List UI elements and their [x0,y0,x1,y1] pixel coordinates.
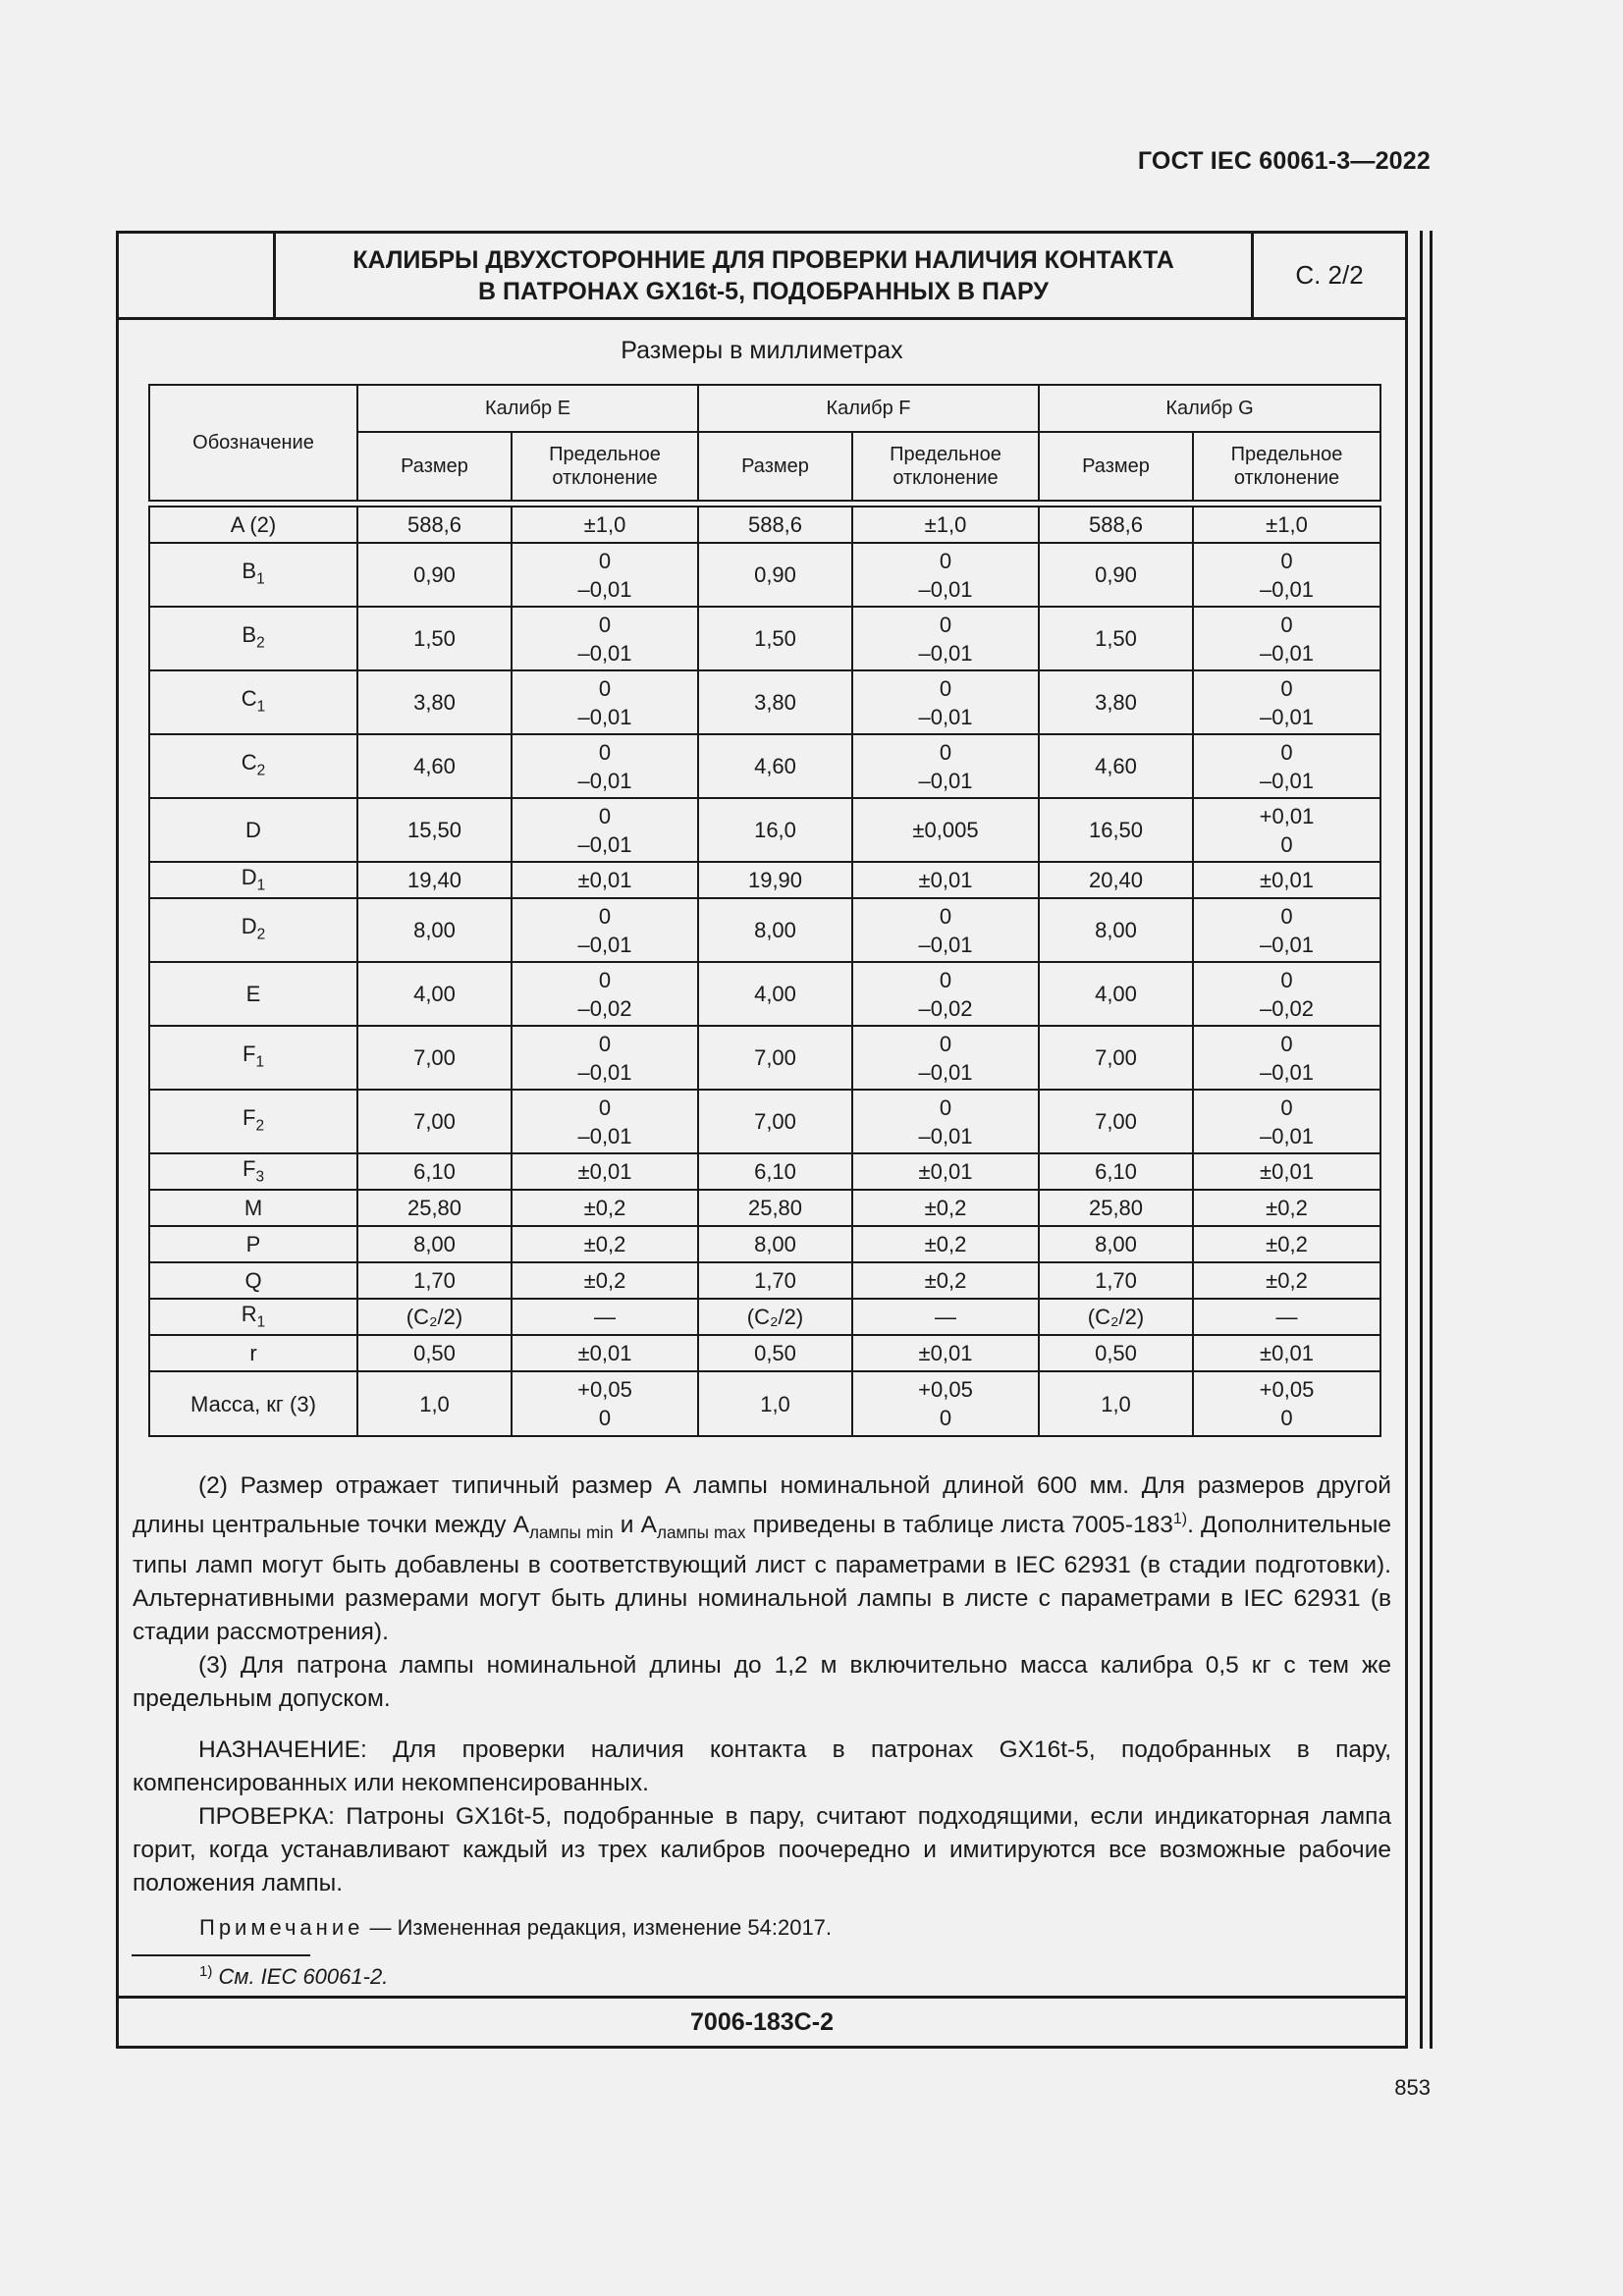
table-row [149,1026,1380,1090]
note-2-subscript: лампы min [528,1522,614,1542]
deviation-cell: +0,05 0 [852,1371,1039,1436]
size-cell: 6,10 [698,1153,852,1190]
deviation-cell: 0 –0,01 [1193,670,1380,734]
deviation-cell: ±1,0 [512,507,698,543]
document-id: ГОСТ IEC 60061-3—2022 [1137,147,1431,175]
note-2-text: и A [613,1511,657,1538]
deviation-cell: 0 –0,02 [1193,962,1380,1026]
table-body [149,501,1380,1436]
designation-symbol: E [245,982,261,1006]
table-row [149,1153,1380,1190]
size-cell: 8,00 [1039,898,1193,962]
table-row [149,962,1380,1026]
designation-symbol: B [242,558,257,583]
deviation-cell: 0 –0,01 [512,798,698,862]
deviation-cell: +0,01 0 [1193,798,1380,862]
deviation-cell: 0 –0,01 [852,543,1039,607]
deviation-cell: +0,05 0 [512,1371,698,1436]
deviation-cell: ±0,01 [852,1335,1039,1371]
designation-symbol: D [245,818,261,842]
size-cell: 1,70 [1039,1262,1193,1299]
sheet-title [276,234,1254,317]
check-text: ПРОВЕРКА: Патроны GX16t-5, подобранные в пару, считают подходящими, если индикаторная лампа горит, когда устанавливают каждый из трех калибров поочередно и имитируются все возможные рабочие положения лампы. [133,1803,1391,1896]
deviation-cell: ±0,2 [512,1190,698,1226]
designation-symbol: D [241,865,257,890]
deviation-cell: ±0,2 [1193,1226,1380,1262]
note-2-text: . Дополнительные типы ламп могут быть добавлены в соответствующий лист с параметрами в IEC 62931 (в стадии подготовки). Альтернативными размерами могут быть длины номинальной лампы в листе с параметрами в IEC 62931 (в стадии рассмотрения). [133,1511,1391,1645]
designation-cell [149,734,357,798]
designation-subscript: 3 [255,1168,264,1186]
deviation-cell: ±0,01 [852,862,1039,898]
size-cell: 8,00 [357,1226,512,1262]
title-line-2: В ПАТРОНАХ GX16t-5, ПОДОБРАННЫХ В ПАРУ [478,277,1049,305]
deviation-cell: ±0,2 [852,1190,1039,1226]
designation-cell [149,670,357,734]
purpose-block [133,1734,1391,1900]
size-cell: 3,80 [698,670,852,734]
size-cell: 1,70 [698,1262,852,1299]
size-cell: 0,50 [698,1335,852,1371]
designation-cell [149,1262,357,1299]
table-row [149,798,1380,862]
deviation-header: Предельное отклонение [852,432,1039,501]
deviation-cell: 0 –0,01 [1193,1026,1380,1090]
footnote-text: См. IEC 60061-2. [218,1964,389,1989]
title-line-1: КАЛИБРЫ ДВУХСТОРОННИЕ ДЛЯ ПРОВЕРКИ НАЛИЧИЯ КОНТАКТА [352,245,1174,274]
sheet-code: 7006-183C-2 [119,1996,1405,2046]
designation-symbol: F [242,1041,256,1066]
table-notes [133,1469,1391,1716]
deviation-cell: ±0,01 [1193,862,1380,898]
size-cell: 588,6 [698,507,852,543]
size-cell: (C₂/2) [1039,1299,1193,1335]
designation-subscript: 2 [256,634,265,652]
size-cell: 4,60 [357,734,512,798]
margin-line [1420,231,1423,2049]
size-cell: (C₂/2) [698,1299,852,1335]
designation-cell [149,1299,357,1335]
designation-symbol: C [241,749,257,774]
deviation-cell: 0 –0,01 [852,670,1039,734]
gauge-header: Калибр E [357,385,698,432]
page-number: 853 [1394,2075,1431,2100]
size-cell: 4,00 [1039,962,1193,1026]
designation-cell [149,543,357,607]
size-cell: 0,50 [1039,1335,1193,1371]
size-cell: 6,10 [357,1153,512,1190]
deviation-header: Предельное отклонение [512,432,698,501]
sheet-header [119,234,1405,320]
deviation-cell: 0 –0,01 [852,1026,1039,1090]
designation-symbol: C [241,685,257,711]
designation-symbol: M [243,1195,263,1220]
designation-cell [149,507,357,543]
deviation-cell: 0 –0,01 [1193,734,1380,798]
size-cell: 7,00 [1039,1090,1193,1153]
table-row [149,1226,1380,1262]
size-cell: 4,60 [1039,734,1193,798]
deviation-cell: 0 –0,01 [852,898,1039,962]
size-cell: 1,50 [698,607,852,670]
size-cell: 8,00 [698,898,852,962]
table-row [149,1335,1380,1371]
dimensions-table [148,384,1381,1437]
designation-subscript: 1 [256,1313,266,1331]
size-cell: 20,40 [1039,862,1193,898]
designation-symbol: r [249,1340,257,1365]
table-row [149,1190,1380,1226]
deviation-cell: ±0,005 [852,798,1039,862]
deviation-cell: ±0,2 [852,1226,1039,1262]
size-cell: 0,90 [698,543,852,607]
note-2-text: приведены в таблице листа 7005-183 [745,1511,1173,1538]
size-cell: 15,50 [357,798,512,862]
table-row [149,1299,1380,1335]
table-row [149,734,1380,798]
footnote-ref: 1) [1172,1511,1188,1527]
amendment-note [199,1915,832,1941]
designation-subscript: 1 [256,877,266,894]
designation-symbol: Q [244,1267,262,1293]
designation-cell [149,962,357,1026]
size-header: Размер [1039,432,1193,501]
designation-cell [149,1371,357,1436]
deviation-cell: ±0,01 [512,862,698,898]
designation-cell [149,607,357,670]
units-caption: Размеры в миллиметрах [621,337,903,364]
note-2-subscript: лампы max [656,1522,746,1542]
deviation-cell: 0 –0,01 [852,607,1039,670]
size-cell: 7,00 [357,1026,512,1090]
deviation-cell: ±0,01 [1193,1153,1380,1190]
designation-header: Обозначение [149,385,357,501]
header-empty-cell [119,234,276,317]
deviation-cell: — [852,1299,1039,1335]
table-row [149,670,1380,734]
deviation-cell: ±0,2 [852,1262,1039,1299]
note-3: (3) Для патрона лампы номинальной длины до 1,2 м включительно масса калибра 0,5 кг с тем же предельным допуском. [133,1651,1391,1712]
gauge-header: Калибр G [1039,385,1380,432]
size-cell: 7,00 [1039,1026,1193,1090]
deviation-cell: ±1,0 [1193,507,1380,543]
deviation-cell: 0 –0,01 [512,898,698,962]
size-cell: 19,40 [357,862,512,898]
designation-symbol: D [241,913,257,938]
designation-symbol: F [242,1104,256,1130]
deviation-cell: ±0,01 [512,1153,698,1190]
size-cell: 3,80 [1039,670,1193,734]
size-cell: 1,0 [357,1371,512,1436]
deviation-cell: ±0,2 [512,1226,698,1262]
footnote-rule [132,1954,310,1956]
deviation-cell: ±0,01 [1193,1335,1380,1371]
deviation-header: Предельное отклонение [1193,432,1380,501]
size-cell: 0,90 [1039,543,1193,607]
table-row [149,1371,1380,1436]
size-cell: 588,6 [1039,507,1193,543]
size-cell: 7,00 [357,1090,512,1153]
size-cell: 8,00 [1039,1226,1193,1262]
size-cell: 1,50 [1039,607,1193,670]
designation-subscript: 1 [255,1053,264,1071]
table-row [149,862,1380,898]
deviation-cell: 0 –0,01 [1193,543,1380,607]
designation-symbol: P [245,1231,261,1256]
designation-cell [149,1153,357,1190]
size-cell: 3,80 [357,670,512,734]
designation-symbol: R [241,1302,257,1327]
designation-cell [149,1226,357,1262]
size-cell: 25,80 [1039,1190,1193,1226]
deviation-cell: 0 –0,01 [512,607,698,670]
deviation-cell: 0 –0,01 [852,734,1039,798]
sheet-number: С. 2/2 [1295,260,1364,290]
size-cell: 6,10 [1039,1153,1193,1190]
size-cell: 1,50 [357,607,512,670]
deviation-cell: — [512,1299,698,1335]
designation-symbol: A (2) [230,511,277,537]
size-header: Размер [357,432,512,501]
table-row [149,1090,1380,1153]
size-cell: 1,0 [1039,1371,1193,1436]
note-2-text: (2) Размер отражает типичный размер А лампы номинальной длиной 600 мм. Для размеров другой длины центральные точки между A [133,1472,1391,1538]
designation-subscript: 2 [256,762,266,779]
size-cell: 25,80 [357,1190,512,1226]
designation-symbol: Масса, кг (3) [190,1391,316,1416]
gauge-header: Калибр F [698,385,1039,432]
designation-cell [149,1190,357,1226]
deviation-cell: 0 –0,01 [1193,898,1380,962]
deviation-cell: ±0,01 [852,1153,1039,1190]
deviation-cell: 0 –0,02 [852,962,1039,1026]
note-2 [133,1469,1391,1649]
deviation-cell: ±0,2 [512,1262,698,1299]
deviation-cell: ±1,0 [852,507,1039,543]
deviation-cell: 0 –0,02 [512,962,698,1026]
deviation-cell: +0,05 0 [1193,1371,1380,1436]
designation-cell [149,1090,357,1153]
table-row [149,507,1380,543]
size-cell: 8,00 [357,898,512,962]
designation-subscript: 1 [256,570,265,588]
size-cell: (C₂/2) [357,1299,512,1335]
deviation-cell: 0 –0,01 [1193,607,1380,670]
size-cell: 7,00 [698,1090,852,1153]
deviation-cell: — [1193,1299,1380,1335]
designation-symbol: F [242,1156,256,1182]
size-cell: 588,6 [357,507,512,543]
footnote-marker: 1) [199,1963,213,1980]
table-row [149,1262,1380,1299]
table-row [149,607,1380,670]
designation-cell [149,1026,357,1090]
footnote [199,1963,388,1990]
deviation-cell: ±0,2 [1193,1190,1380,1226]
deviation-cell: ±0,01 [512,1335,698,1371]
designation-cell [149,862,357,898]
designation-cell [149,898,357,962]
size-cell: 7,00 [698,1026,852,1090]
size-cell: 4,00 [357,962,512,1026]
sheet-frame [116,231,1408,2049]
deviation-cell: 0 –0,01 [512,734,698,798]
deviation-cell: 0 –0,01 [1193,1090,1380,1153]
designation-symbol: B [242,621,257,647]
size-cell: 4,00 [698,962,852,1026]
size-cell: 4,60 [698,734,852,798]
designation-subscript: 2 [256,926,266,943]
designation-cell [149,798,357,862]
size-cell: 1,70 [357,1262,512,1299]
size-cell: 19,90 [698,862,852,898]
table-row [149,543,1380,607]
table-row [149,898,1380,962]
size-cell: 16,50 [1039,798,1193,862]
deviation-cell: 0 –0,01 [512,543,698,607]
size-header: Размер [698,432,852,501]
margin-line [1430,231,1433,2049]
note-text: — Измененная редакция, изменение 54:2017. [363,1915,833,1940]
size-cell: 0,90 [357,543,512,607]
note-label: Примечание [199,1915,364,1940]
size-cell: 1,0 [698,1371,852,1436]
deviation-cell: ±0,2 [1193,1262,1380,1299]
designation-subscript: 1 [256,698,266,716]
deviation-cell: 0 –0,01 [512,1026,698,1090]
purpose-text: НАЗНАЧЕНИЕ: Для проверки наличия контакта в патронах GX16t-5, подобранных в пару, компенсированных или некомпенсированных. [133,1736,1391,1796]
size-cell: 8,00 [698,1226,852,1262]
designation-cell [149,1335,357,1371]
designation-subscript: 2 [255,1117,264,1135]
size-cell: 0,50 [357,1335,512,1371]
deviation-cell: 0 –0,01 [512,670,698,734]
size-cell: 25,80 [698,1190,852,1226]
size-cell: 16,0 [698,798,852,862]
deviation-cell: 0 –0,01 [852,1090,1039,1153]
deviation-cell: 0 –0,01 [512,1090,698,1153]
